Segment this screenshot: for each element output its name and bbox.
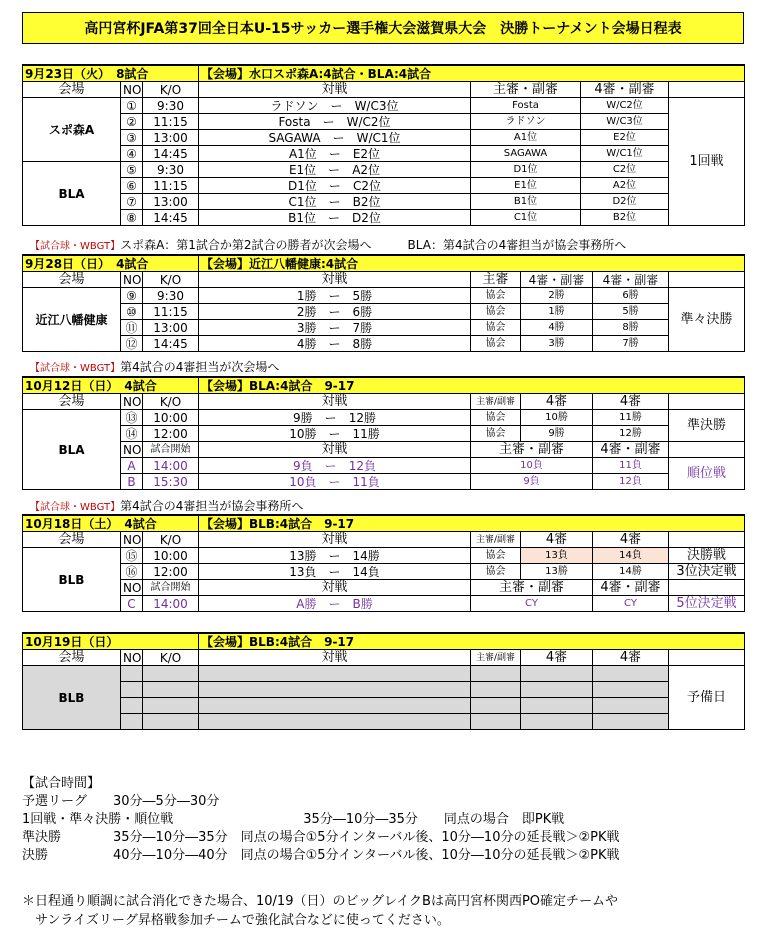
table-row: ⑦ 13:00 C1位 ー B2位 B1位 D2位 bbox=[23, 194, 745, 210]
table-row: ③ 13:00 SAGAWA ー W/C1位 A1位 E2位 bbox=[23, 130, 745, 146]
day2-header bbox=[23, 255, 745, 272]
table-row: ⑩ 11:15 2勝 ー 6勝 協会 1勝 5勝 bbox=[23, 304, 745, 320]
round-label: 準々決勝 bbox=[669, 288, 745, 352]
day4-table bbox=[22, 514, 745, 612]
venue-cell: スポ森A bbox=[23, 98, 121, 162]
matchup-cell: E1位 ー A2位 bbox=[199, 162, 471, 178]
round-label: 1回戦 bbox=[669, 98, 745, 226]
matchup-cell: 13負 ー 14負 bbox=[199, 564, 471, 580]
day5-col-headers: 会場 NO K/O 対戦 主審/副審 4審 4審 bbox=[23, 650, 745, 666]
match-time-line: 決勝 40分―10分―40分 同点の場合①5分インターバル後、10分―10分の延長戦＞②PK戦 bbox=[22, 848, 620, 863]
table-row bbox=[23, 698, 745, 714]
venue-cell: BLB bbox=[23, 666, 121, 730]
day1-note: 【試合球・WBGT】スポ森A：第1試合か第2試合の勝者が次会場へ BLA：第4試合の4審担当が協会事務所へ bbox=[30, 238, 627, 252]
round-label: 5位決定戦 bbox=[669, 596, 745, 612]
round-label: 準決勝 bbox=[669, 410, 745, 442]
table-row: ⑥ 11:15 D1位 ー C2位 E1位 A2位 bbox=[23, 178, 745, 194]
day1-date: 9月23日（火） 8試合 bbox=[23, 65, 199, 82]
day1-venue-info: 【会場】水口スポ森A:4試合・BLA:4試合 bbox=[199, 65, 745, 82]
day5-table bbox=[22, 632, 745, 730]
matchup-cell: 10勝 ー 11勝 bbox=[199, 426, 471, 442]
day5-date: 10月19日（日） bbox=[23, 633, 199, 650]
day5-header bbox=[23, 633, 745, 650]
footer-note: サンライズリーグ昇格戦参加チームで強化試合などに使ってください。 bbox=[22, 913, 450, 928]
table-row bbox=[23, 666, 745, 682]
day2-venue-info: 【会場】近江八幡健康:4試合 bbox=[199, 255, 745, 272]
table-row: BLA ⑬ 10:00 9勝 ー 12勝 協会 10勝 11勝 準決勝 bbox=[23, 410, 745, 426]
venue-cell: BLA bbox=[23, 162, 121, 226]
table-row: ⑫ 14:45 4勝 ー 8勝 協会 3勝 7勝 bbox=[23, 336, 745, 352]
table-row: ⑪ 13:00 3勝 ー 7勝 協会 4勝 8勝 bbox=[23, 320, 745, 336]
table-row: ② 11:15 Fosta ー W/C2位 ラドソン W/C3位 bbox=[23, 114, 745, 130]
matchup-cell: ラドソン ー W/C3位 bbox=[199, 98, 471, 114]
matchup-cell: D1位 ー C2位 bbox=[199, 178, 471, 194]
day3-sub-headers: NO 試合開始 対戦 主審・副審 4審・副審 bbox=[23, 442, 745, 458]
day3-table bbox=[22, 376, 745, 490]
table-row bbox=[23, 714, 745, 730]
match-time-heading: 【試合時間】 bbox=[22, 776, 101, 791]
round-label: 決勝戦 bbox=[669, 548, 745, 564]
round-label: 順位戦 bbox=[669, 458, 745, 490]
day2-date: 9月28日（日） 4試合 bbox=[23, 255, 199, 272]
match-time-line: 予選リーグ 30分―5分―30分 bbox=[22, 794, 220, 809]
matchup-cell: SAGAWA ー W/C1位 bbox=[199, 130, 471, 146]
day5-venue-info: 【会場】BLB:4試合 9-17 bbox=[199, 633, 745, 650]
table-row: C 14:00 A勝 ー B勝 CY CY 5位決定戦 bbox=[23, 596, 745, 612]
table-row: A 14:00 9負 ー 12負 10負 11負 順位戦 bbox=[23, 458, 745, 474]
day4-header bbox=[23, 515, 745, 532]
matchup-cell: 4勝 ー 8勝 bbox=[199, 336, 471, 352]
matchup-cell: A勝 ー B勝 bbox=[199, 596, 471, 612]
table-row: ⑭ 12:00 10勝 ー 11勝 協会 9勝 12勝 bbox=[23, 426, 745, 442]
table-row: BLA ⑤ 9:30 E1位 ー A2位 D1位 C2位 bbox=[23, 162, 745, 178]
table-row: 近江八幡健康 ⑨ 9:30 1勝 ー 5勝 協会 2勝 6勝 準々決勝 bbox=[23, 288, 745, 304]
venue-cell: 近江八幡健康 bbox=[23, 288, 121, 352]
day3-note: 【試合球・WBGT】第4試合の4審担当が協会事務所へ bbox=[30, 499, 304, 513]
day2-table bbox=[22, 254, 745, 352]
day3-header bbox=[23, 377, 745, 394]
venue-cell: BLB bbox=[23, 548, 121, 612]
table-row: ④ 14:45 A1位 ー E2位 SAGAWA W/C1位 bbox=[23, 146, 745, 162]
day1-header bbox=[23, 65, 745, 82]
day3-venue-info: 【会場】BLA:4試合 9-17 bbox=[199, 377, 745, 394]
day1-col-headers: 会場 NO K/O 対戦 主審・副審 4審・副審 bbox=[23, 82, 745, 98]
table-row: ⑯ 12:00 13負 ー 14負 協会 13勝 14勝 3位決定戦 bbox=[23, 564, 745, 580]
day3-date: 10月12日（日） 4試合 bbox=[23, 377, 199, 394]
match-time-line: 1回戦・準々決勝・順位戦 35分―10分―35分 同点の場合 即PK戦 bbox=[22, 812, 565, 827]
table-row bbox=[23, 682, 745, 698]
day2-col-headers: 会場 NO K/O 対戦 主審 4審・副審 4審・副審 bbox=[23, 272, 745, 288]
matchup-cell: 2勝 ー 6勝 bbox=[199, 304, 471, 320]
table-row: BLB ⑮ 10:00 13勝 ー 14勝 協会 13負 14負 決勝戦 bbox=[23, 548, 745, 564]
round-label: 予備日 bbox=[669, 666, 745, 730]
day2-note: 【試合球・WBGT】第4試合の4審担当が次会場へ bbox=[30, 360, 280, 374]
match-time-line: 準決勝 35分―10分―35分 同点の場合①5分インターバル後、10分―10分の延長戦＞②PK戦 bbox=[22, 830, 620, 845]
footer-note: ＊日程通り順調に試合消化できた場合、10/19（日）のビッグレイクBは高円宮杯関西PO確定チームや bbox=[22, 894, 619, 909]
day4-date: 10月18日（土） 4試合 bbox=[23, 515, 199, 532]
matchup-cell: B1位 ー D2位 bbox=[199, 210, 471, 226]
matchup-cell: 9負 ー 12負 bbox=[199, 458, 471, 474]
page-title: 高円宮杯JFA第37回全日本U-15サッカー選手権大会滋賀県大会 決勝トーナメント会場日程表 bbox=[22, 12, 744, 44]
matchup-cell: 10負 ー 11負 bbox=[199, 474, 471, 490]
table-row: B 15:30 10負 ー 11負 9負 12負 bbox=[23, 474, 745, 490]
matchup-cell: C1位 ー B2位 bbox=[199, 194, 471, 210]
matchup-cell: 3勝 ー 7勝 bbox=[199, 320, 471, 336]
matchup-cell: 9勝 ー 12勝 bbox=[199, 410, 471, 426]
matchup-cell: 13勝 ー 14勝 bbox=[199, 548, 471, 564]
day4-venue-info: 【会場】BLB:4試合 9-17 bbox=[199, 515, 745, 532]
matchup-cell: Fosta ー W/C2位 bbox=[199, 114, 471, 130]
table-row: スポ森A ① 9:30 ラドソン ー W/C3位 Fosta W/C2位 1回戦 bbox=[23, 98, 745, 114]
round-label: 3位決定戦 bbox=[669, 564, 745, 580]
matchup-cell: A1位 ー E2位 bbox=[199, 146, 471, 162]
matchup-cell: 1勝 ー 5勝 bbox=[199, 288, 471, 304]
day1-table bbox=[22, 64, 745, 226]
day4-sub-headers: NO 試合開始 対戦 主審・副審 4審・副審 bbox=[23, 580, 745, 596]
table-row: ⑧ 14:45 B1位 ー D2位 C1位 B2位 bbox=[23, 210, 745, 226]
venue-cell: BLA bbox=[23, 410, 121, 490]
day3-col-headers: 会場 NO K/O 対戦 主審/副審 4審 4審 bbox=[23, 394, 745, 410]
day4-col-headers: 会場 NO K/O 対戦 主審/副審 4審 4審 bbox=[23, 532, 745, 548]
